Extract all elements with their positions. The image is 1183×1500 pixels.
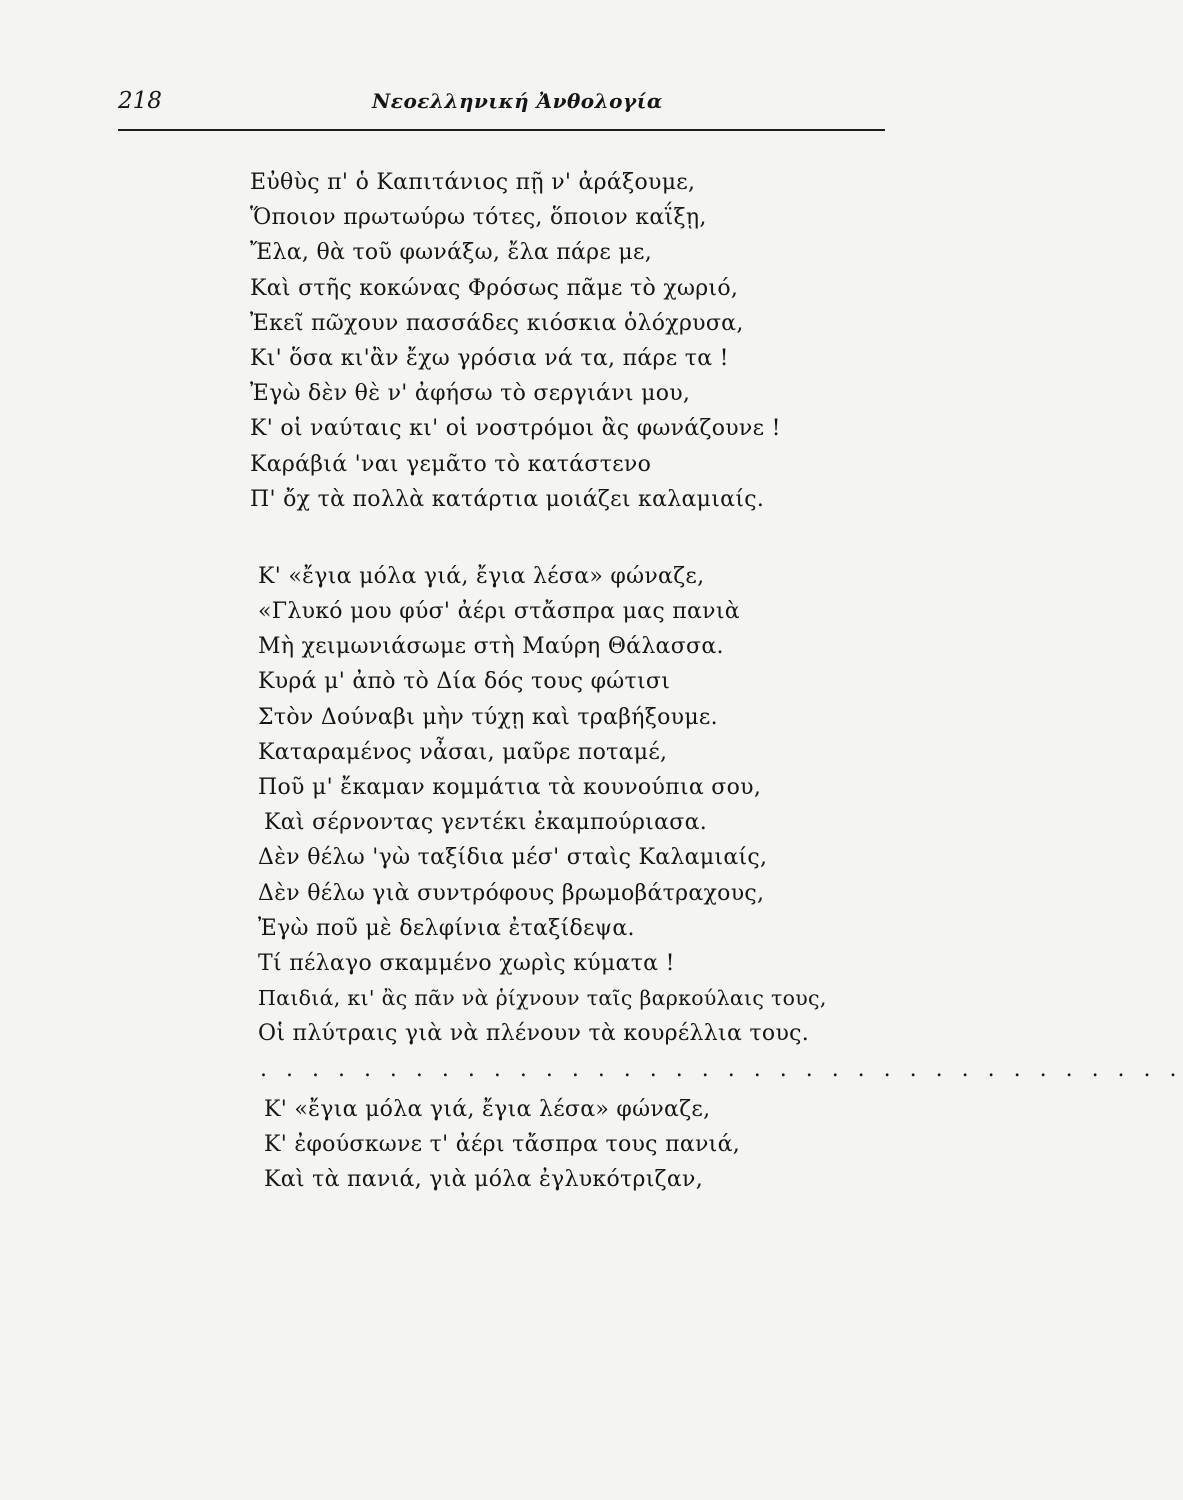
stanza-1 [250,165,900,517]
verse-line: Καταραμένος νἆσαι, μαῦρε ποταμέ, [258,739,668,765]
verse-line: Κ' «ἔγια μόλα γιά, ἔγια λέσα» φώναζε, [264,1096,711,1122]
verse-line: Παιδιά, κι' ἂς πᾶν νὰ ῥίχνουν ταῖς βαρκούλαις τους, [258,986,827,1011]
verse-line: Δὲν θέλω 'γὼ ταξίδια μέσ' σταὶς Καλαμιαίς, [258,845,768,871]
verse-line: Καὶ σέρνοντας γεντέκι ἐκαμπούριασα. [264,810,708,836]
verse-line: Ὅποιον πρωτωύρω τότες, ὅποιον καΐξῃ, [250,205,707,231]
verse-line: Καράβιά 'ναι γεμᾶτο τὸ κατάστενο [250,451,652,477]
verse-line: Τί πέλαγο σκαμμένο χωρὶς κύματα ! [258,950,675,976]
verse-line: Ποῦ μ' ἔκαμαν κομμάτια τὰ κουνούπια σου, [258,775,762,800]
verse-line: Κ' οἱ ναύταις κι' οἱ νοστρόμοι ἂς φωνάζουνε ! [250,416,781,442]
verse-line: Ἐγὼ ποῦ μὲ δελφίνια ἐταξίδεψα. [258,915,635,941]
verse-line: Μὴ χειμωνιάσωμε στὴ Μαύρη Θάλασσα. [258,634,724,660]
header-rule [118,129,885,131]
verse-line: Οἱ πλύτραις γιὰ νὰ πλένουν τὰ κουρέλλια τους. [258,1021,810,1047]
poem-body [250,165,1183,1197]
verse-line: Στὸν Δούναβι μὴν τύχῃ καὶ τραβήξουμε. [258,704,718,730]
verse-line: Εὐθὺς π' ὁ Καπιτάνιος πῇ ν' ἀράξουμε, [250,170,696,195]
verse-line: Π' ὄχ τὰ πολλὰ κατάρτια μοιάζει καλαμιαίς. [250,486,765,512]
page-header [118,88,882,128]
verse-line: Ἐγὼ δὲν θὲ ν' ἀφήσω τὸ σεργιάνι μου, [250,381,691,407]
verse-line: Καὶ στῆς κοκώνας Φρόσως πᾶμε τὸ χωριό, [250,275,739,301]
verse-line: Ἔλα, θὰ τοῦ φωνάξω, ἔλα πάρε με, [250,240,652,266]
stanza-3 [250,1092,900,1198]
page-number: 218 [118,88,162,114]
verse-line: Δὲν θέλω γιὰ συντρόφους βρωμοβάτραχους, [258,880,765,906]
running-title: Νεοελληνική Ἀνθολογία [372,89,663,113]
ellipsis-divider: . . . . . . . . . . . . . . . . . . . . . . . . . . . . . . . . . . . . [260,1056,1183,1082]
verse-line: Καὶ τὰ πανιά, γιὰ μόλα ἐγλυκότριζαν, [264,1166,703,1192]
verse-line: Κυρά μ' ἀπὸ τὸ Δία δός τους φώτισι [258,669,671,695]
verse-line: Κι' ὅσα κι'ἂν ἔχω γρόσια νά τα, πάρε τα ! [250,345,729,371]
verse-line: «Γλυκό μου φύσ' ἀέρι στἄσπρα μας πανιὰ [258,599,740,625]
verse-line: Ἐκεῖ πῶχουν πασσάδες κιόσκια ὁλόχρυσα, [250,310,744,336]
verse-line: Κ' ἐφούσκωνε τ' ἀέρι τἄσπρα τους πανιά, [264,1131,741,1157]
verse-line: Κ' «ἔγια μόλα γιά, ἔγια λέσα» φώναζε, [258,563,705,589]
stanza-2 [250,559,900,1052]
